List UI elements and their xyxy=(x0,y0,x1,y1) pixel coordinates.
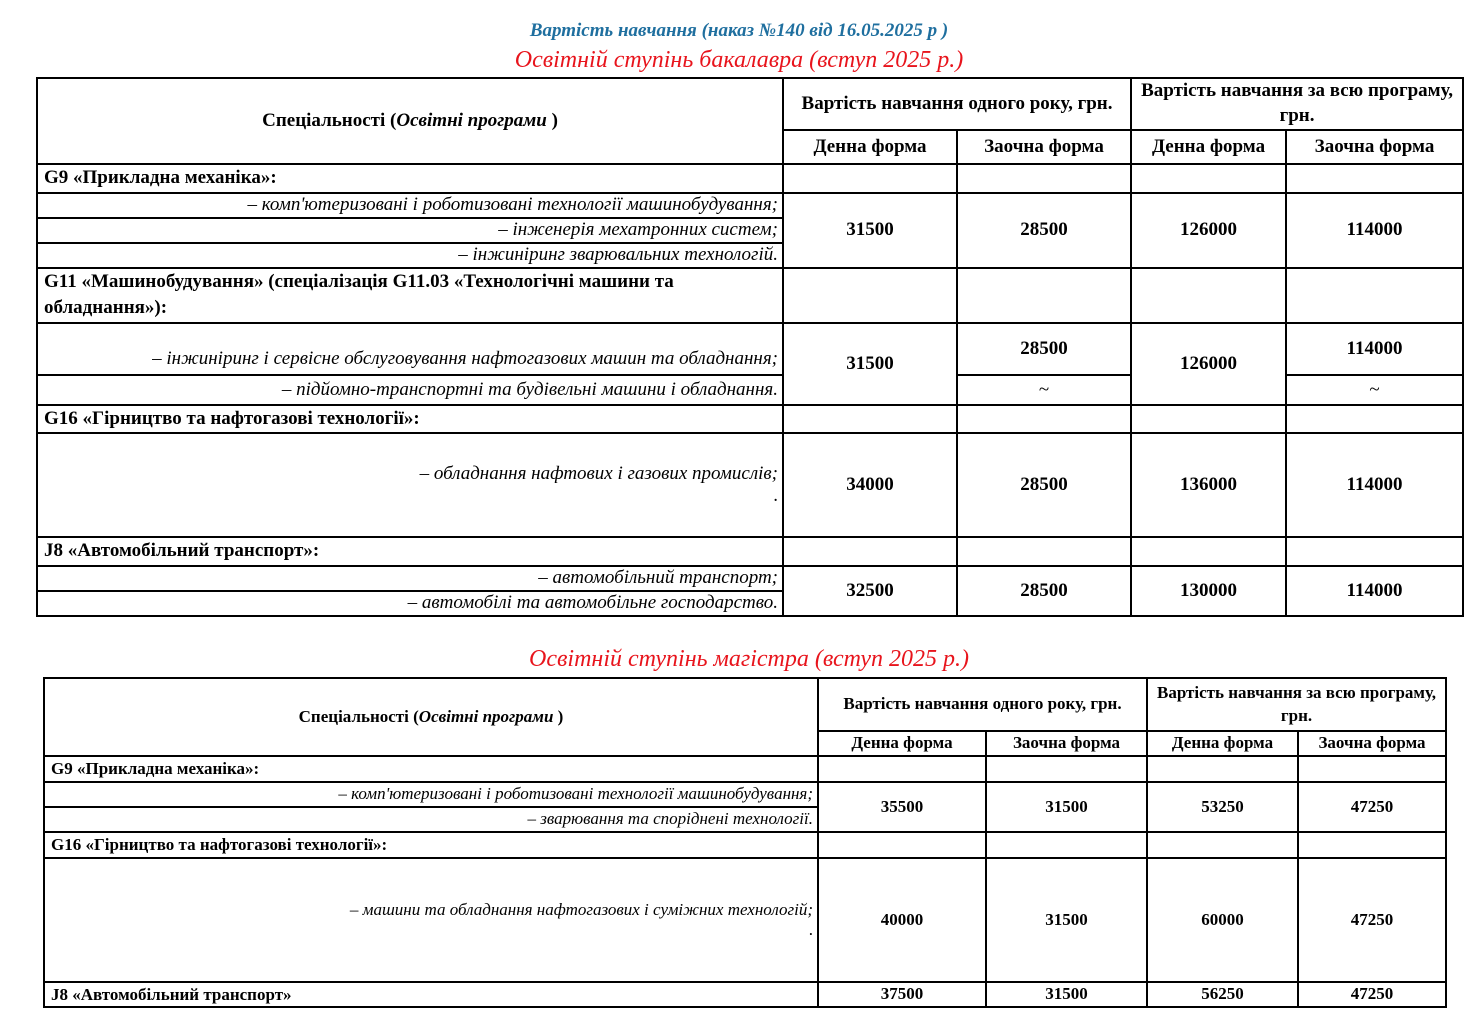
specialties-header: Спеціальності (Освітні програми ) xyxy=(44,678,818,756)
total-cost-header: Вартість навчання за всю програму, грн. xyxy=(1147,678,1446,731)
specialty-j8: J8 «Автомобільний транспорт» xyxy=(44,982,818,1008)
program-row: – інженерія мехатронних систем; xyxy=(37,218,783,243)
cost-value: 37500 xyxy=(818,982,986,1008)
program-row: – автомобілі та автомобільне господарство. xyxy=(37,591,783,616)
program-row: – автомобільний транспорт; xyxy=(37,566,783,591)
cost-value: 114000 xyxy=(1286,193,1463,268)
cost-value: 34000 xyxy=(783,433,957,537)
master-title: Освітній ступінь магістра (вступ 2025 р.) xyxy=(529,646,969,672)
cost-value: 114000 xyxy=(1286,323,1463,375)
cost-value: ~ xyxy=(957,375,1131,405)
cost-value: 31500 xyxy=(783,323,957,405)
cost-value: 40000 xyxy=(818,858,986,982)
order-title: Вартість навчання (наказ №140 від 16.05.2025 р ) xyxy=(529,20,949,41)
bachelor-title: Освітній ступінь бакалавра (вступ 2025 р.) xyxy=(514,47,964,73)
program-row: – комп'ютеризовані і роботизовані технології машинобудування; xyxy=(44,782,818,807)
program-row: – обладнання нафтових і газових промислів; . xyxy=(37,433,783,537)
cost-value: 47250 xyxy=(1298,782,1446,832)
cost-value: 31500 xyxy=(986,858,1147,982)
cost-value: 31500 xyxy=(986,782,1147,832)
program-row: – зварювання та споріднені технології. xyxy=(44,807,818,832)
cost-value: 114000 xyxy=(1286,433,1463,537)
cost-value: 136000 xyxy=(1131,433,1286,537)
cost-value: 28500 xyxy=(957,323,1131,375)
cost-value: 35500 xyxy=(818,782,986,832)
bachelor-cost-table xyxy=(36,77,1464,617)
specialty-g16: G16 «Гірництво та нафтогазові технології»: xyxy=(44,832,818,858)
cost-value: 32500 xyxy=(783,566,957,616)
program-row: – машини та обладнання нафтогазових і суміжних технологій; . xyxy=(44,858,818,982)
specialties-header: Спеціальності (Освітні програми ) xyxy=(37,78,783,164)
total-cost-header: Вартість навчання за всю програму, грн. xyxy=(1131,78,1463,130)
year-extramural-header: Заочна форма xyxy=(986,731,1147,756)
year-day-form-header: Денна форма xyxy=(818,731,986,756)
total-extramural-header: Заочна форма xyxy=(1298,731,1446,756)
cost-value: 28500 xyxy=(957,193,1131,268)
cost-value: 47250 xyxy=(1298,982,1446,1008)
program-row: – інжиніринг і сервісне обслуговування нафтогазових машин та обладнання; xyxy=(37,323,783,375)
cost-value: 126000 xyxy=(1131,193,1286,268)
program-row: – комп'ютеризовані і роботизовані технології машинобудування; xyxy=(37,193,783,218)
total-day-form-header: Денна форма xyxy=(1147,731,1298,756)
year-day-form-header: Денна форма xyxy=(783,130,957,164)
program-row: – інжиніринг зварювальних технологій. xyxy=(37,243,783,268)
cost-value: 126000 xyxy=(1131,323,1286,405)
specialty-j8: J8 «Автомобільний транспорт»: xyxy=(37,537,783,566)
cost-value: 56250 xyxy=(1147,982,1298,1008)
cost-value: 31500 xyxy=(986,982,1147,1008)
total-day-form-header: Денна форма xyxy=(1131,130,1286,164)
cost-value: 28500 xyxy=(957,566,1131,616)
cost-value: 114000 xyxy=(1286,566,1463,616)
master-cost-table xyxy=(43,677,1447,1008)
program-row: – підйомно-транспортні та будівельні машини і обладнання. xyxy=(37,375,783,405)
cost-value: 60000 xyxy=(1147,858,1298,982)
specialty-g9: G9 «Прикладна механіка»: xyxy=(37,164,783,193)
year-cost-header: Вартість навчання одного року, грн. xyxy=(783,78,1131,130)
cost-value: 53250 xyxy=(1147,782,1298,832)
cost-value: 47250 xyxy=(1298,858,1446,982)
cost-value: 31500 xyxy=(783,193,957,268)
specialty-g11: G11 «Машинобудування» (спеціалізація G11.03 «Технологічні машини та обладнання»): xyxy=(37,268,783,323)
specialty-g16: G16 «Гірництво та нафтогазові технології»: xyxy=(37,405,783,434)
year-cost-header: Вартість навчання одного року, грн. xyxy=(818,678,1147,731)
total-extramural-header: Заочна форма xyxy=(1286,130,1463,164)
cost-value: ~ xyxy=(1286,375,1463,405)
specialty-g9: G9 «Прикладна механіка»: xyxy=(44,756,818,782)
cost-value: 28500 xyxy=(957,433,1131,537)
year-extramural-header: Заочна форма xyxy=(957,130,1131,164)
cost-value: 130000 xyxy=(1131,566,1286,616)
